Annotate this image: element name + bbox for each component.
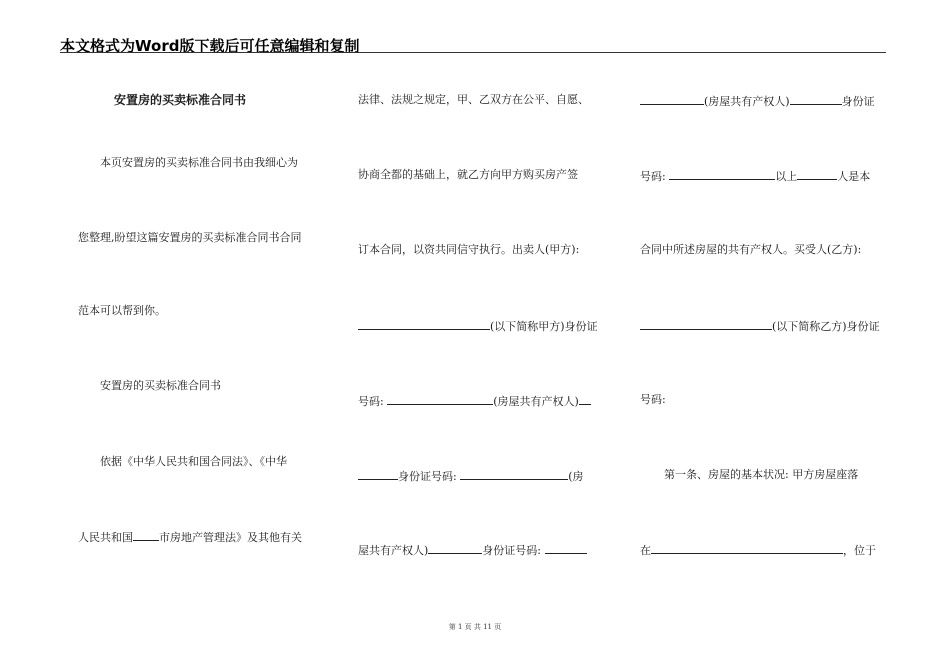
blank-field (358, 318, 490, 330)
line-text: 身份证 (841, 95, 875, 108)
line-text: 市房地产管理法》及其他有关 (159, 531, 302, 544)
banner-divider (60, 52, 886, 53)
section-heading: 安置房的买卖标准合同书 (100, 379, 221, 392)
line-text: (房屋共有产权人) (704, 95, 790, 108)
document-banner: 本文格式为Word版下载后可任意编辑和复制 (60, 37, 360, 55)
blank-field (428, 542, 482, 554)
article-heading: 第一条、房屋的基本状况: 甲方房屋座落 (664, 468, 859, 481)
line-text: 屋共有产权人) (358, 544, 429, 557)
paragraph-line (640, 168, 870, 184)
blank-field (651, 542, 843, 554)
paragraph-line (358, 393, 591, 409)
line-text: (房 (568, 470, 584, 483)
paragraph-line (358, 468, 584, 484)
paragraph-line (358, 542, 587, 558)
blank-field (579, 393, 591, 405)
paragraph-line: 法律、法规之规定，甲、乙双方在公平、自愿、 (358, 93, 589, 106)
page-number: 第 1 页 共 11 页 (448, 623, 502, 631)
line-text: (房屋共有产权人) (493, 395, 579, 408)
paragraph-line: 订本合同，以资共同信守执行。出卖人(甲方): (358, 243, 580, 256)
line-text: 身份证号码: (398, 470, 457, 483)
line-text: 号码: (358, 395, 384, 408)
paragraph-line: 号码: (640, 393, 666, 406)
blank-field (545, 542, 587, 554)
paragraph-line (640, 93, 875, 109)
line-text: 人民共和国 (78, 531, 133, 544)
line-text: 身份证号码: (482, 544, 542, 557)
line-text: 以上 (775, 170, 798, 183)
line-text: 号码: (640, 170, 666, 183)
blank-field (797, 168, 837, 180)
line-text: (以下简称甲方)身份证 (490, 320, 598, 333)
line-text: 人是本 (837, 170, 871, 183)
paragraph-line (640, 542, 876, 558)
paragraph-line: 范本可以帮到你。 (78, 304, 166, 317)
paragraph-line: 协商全都的基础上，就乙方向甲方购买房产签 (358, 168, 578, 181)
line-text: ，位于 (843, 544, 876, 557)
blank-field (460, 468, 568, 480)
paragraph-line: 依据《中华人民共和国合同法》、《中华 (100, 455, 287, 468)
blank-field (358, 468, 398, 480)
line-text: 在 (640, 544, 651, 557)
paragraph-line: 您整理,盼望这篇安置房的买卖标准合同书合同 (78, 231, 302, 244)
blank-field (133, 529, 159, 541)
blank-field (790, 93, 842, 105)
blank-field (640, 93, 704, 105)
paragraph-line (358, 318, 598, 334)
blank-field (387, 393, 493, 405)
line-text: (以下简称乙方)身份证 (772, 320, 880, 333)
paragraph-line (78, 529, 302, 545)
paragraph-line: 本页安置房的买卖标准合同书由我细心为 (100, 156, 298, 169)
paragraph-line: 合同中所述房屋的共有产权人。买受人(乙方): (640, 243, 862, 256)
blank-field (669, 168, 775, 180)
document-title: 安置房的买卖标准合同书 (114, 93, 247, 107)
paragraph-line (640, 318, 880, 334)
blank-field (640, 318, 772, 330)
